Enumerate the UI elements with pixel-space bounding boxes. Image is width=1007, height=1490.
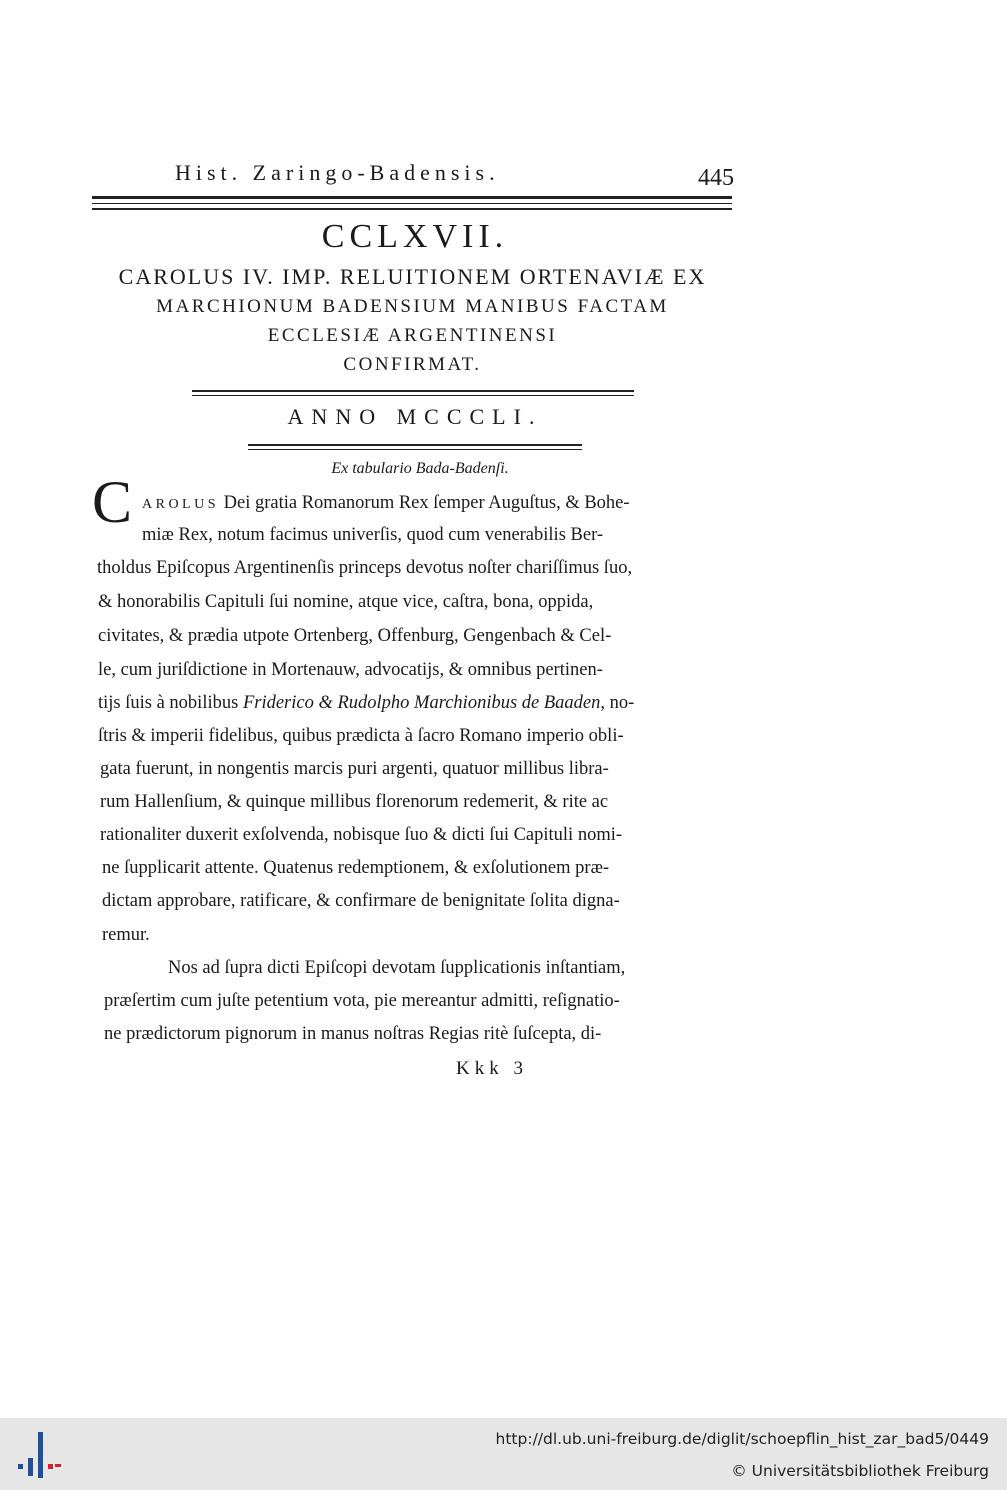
copyright-text: © Universitätsbibliothek Freiburg bbox=[731, 1462, 989, 1480]
year-rule bbox=[248, 444, 582, 446]
text-line-16: præſertim cum juſte petentium vota, pie mereantur admitti, reſignatio- bbox=[104, 991, 620, 1011]
header-rule-thin bbox=[92, 203, 732, 204]
document-number: CCLXVII. bbox=[321, 218, 509, 255]
text-line-5: civitates, & prædia utpote Ortenberg, Offenburg, Gengenbach & Cel- bbox=[98, 626, 612, 646]
text-line-8: ſtris & imperii fidelibus, quibus prædicta à ſacro Romano imperio obli- bbox=[98, 726, 624, 746]
text-line-7-italic: Friderico & Rudolpho Marchionibus de Baaden bbox=[242, 693, 601, 713]
title-rule-top bbox=[192, 390, 634, 392]
title-rule-top-thin bbox=[192, 395, 634, 396]
text-line-6: le, cum juriſdictione in Mortenauw, advocatijs, & omnibus pertinen- bbox=[98, 660, 603, 680]
header-rule-thick bbox=[92, 196, 732, 199]
document-year: ANNO MCCCLI. bbox=[287, 404, 543, 429]
year-rule-thin bbox=[248, 449, 582, 450]
title-line-1: CAROLUS IV. IMP. RELUITIONEM ORTENAVIÆ EX bbox=[118, 264, 707, 289]
text-line-1 bbox=[142, 493, 630, 514]
signature-mark: Kkk 3 bbox=[456, 1058, 528, 1079]
text-line-4: & honorabilis Capituli ſui nomine, atque vice, caſtra, bona, oppida, bbox=[98, 592, 594, 612]
text-line-9: gata fuerunt, in nongentis marcis puri argenti, quatuor millibus libra- bbox=[100, 759, 609, 779]
document-title bbox=[80, 262, 745, 379]
drop-cap: C bbox=[92, 469, 133, 535]
text-line-17: ne prædictorum pignorum in manus noſtras Regias ritè ſuſcepta, di- bbox=[104, 1024, 602, 1044]
text-line-11: rationaliter duxerit exſolvenda, nobisque ſuo & dicti ſui Capituli nomi- bbox=[100, 825, 623, 845]
source-note: Ex tabulario Bada-Badenſi. bbox=[331, 460, 509, 477]
text-line-7 bbox=[98, 693, 634, 714]
header-rule-bottom bbox=[92, 208, 732, 210]
text-line-2: miæ Rex, notum facimus univerſis, quod cum venerabilis Ber- bbox=[142, 525, 604, 545]
title-line-2: MARCHIONUM BADENSIUM MANIBUS FACTAM bbox=[156, 296, 669, 317]
text-line-3: tholdus Epiſcopus Argentinenſis princeps devotus noſter chariſſimus ſuo, bbox=[97, 558, 633, 578]
page-number: 445 bbox=[698, 165, 734, 191]
text-line-14: remur. bbox=[102, 925, 150, 945]
text-line-1-rest: Dei gratia Romanorum Rex ſemper Auguſtus, & Bohe- bbox=[223, 493, 630, 513]
library-logo-icon bbox=[14, 1430, 64, 1480]
running-title: Hist. Zaringo-Badensis. bbox=[175, 160, 500, 185]
text-line-12: ne ſupplicarit attente. Quatenus redemptionem, & exſolutionem præ- bbox=[102, 858, 610, 878]
library-footer bbox=[0, 1418, 1007, 1490]
text-line-7-a: tijs ſuis à nobilibus bbox=[98, 693, 239, 713]
text-line-10: rum Hallenſium, & quinque millibus florenorum redemerit, & rite ac bbox=[100, 792, 609, 812]
title-line-3: ECCLESIÆ ARGENTINENSI bbox=[267, 325, 558, 346]
text-line-7-b: , no- bbox=[600, 693, 635, 713]
title-line-4: CONFIRMAT. bbox=[343, 354, 482, 375]
text-line-15: Nos ad ſupra dicti Epiſcopi devotam ſupplicationis inſtantiam, bbox=[168, 958, 626, 978]
first-word: AROLUS bbox=[142, 497, 220, 512]
text-line-13: dictam approbare, ratificare, & confirmare de benignitate ſolita digna- bbox=[102, 891, 620, 911]
permalink-url[interactable]: http://dl.ub.uni-freiburg.de/diglit/schoepflin_hist_zar_bad5/0449 bbox=[495, 1430, 989, 1448]
